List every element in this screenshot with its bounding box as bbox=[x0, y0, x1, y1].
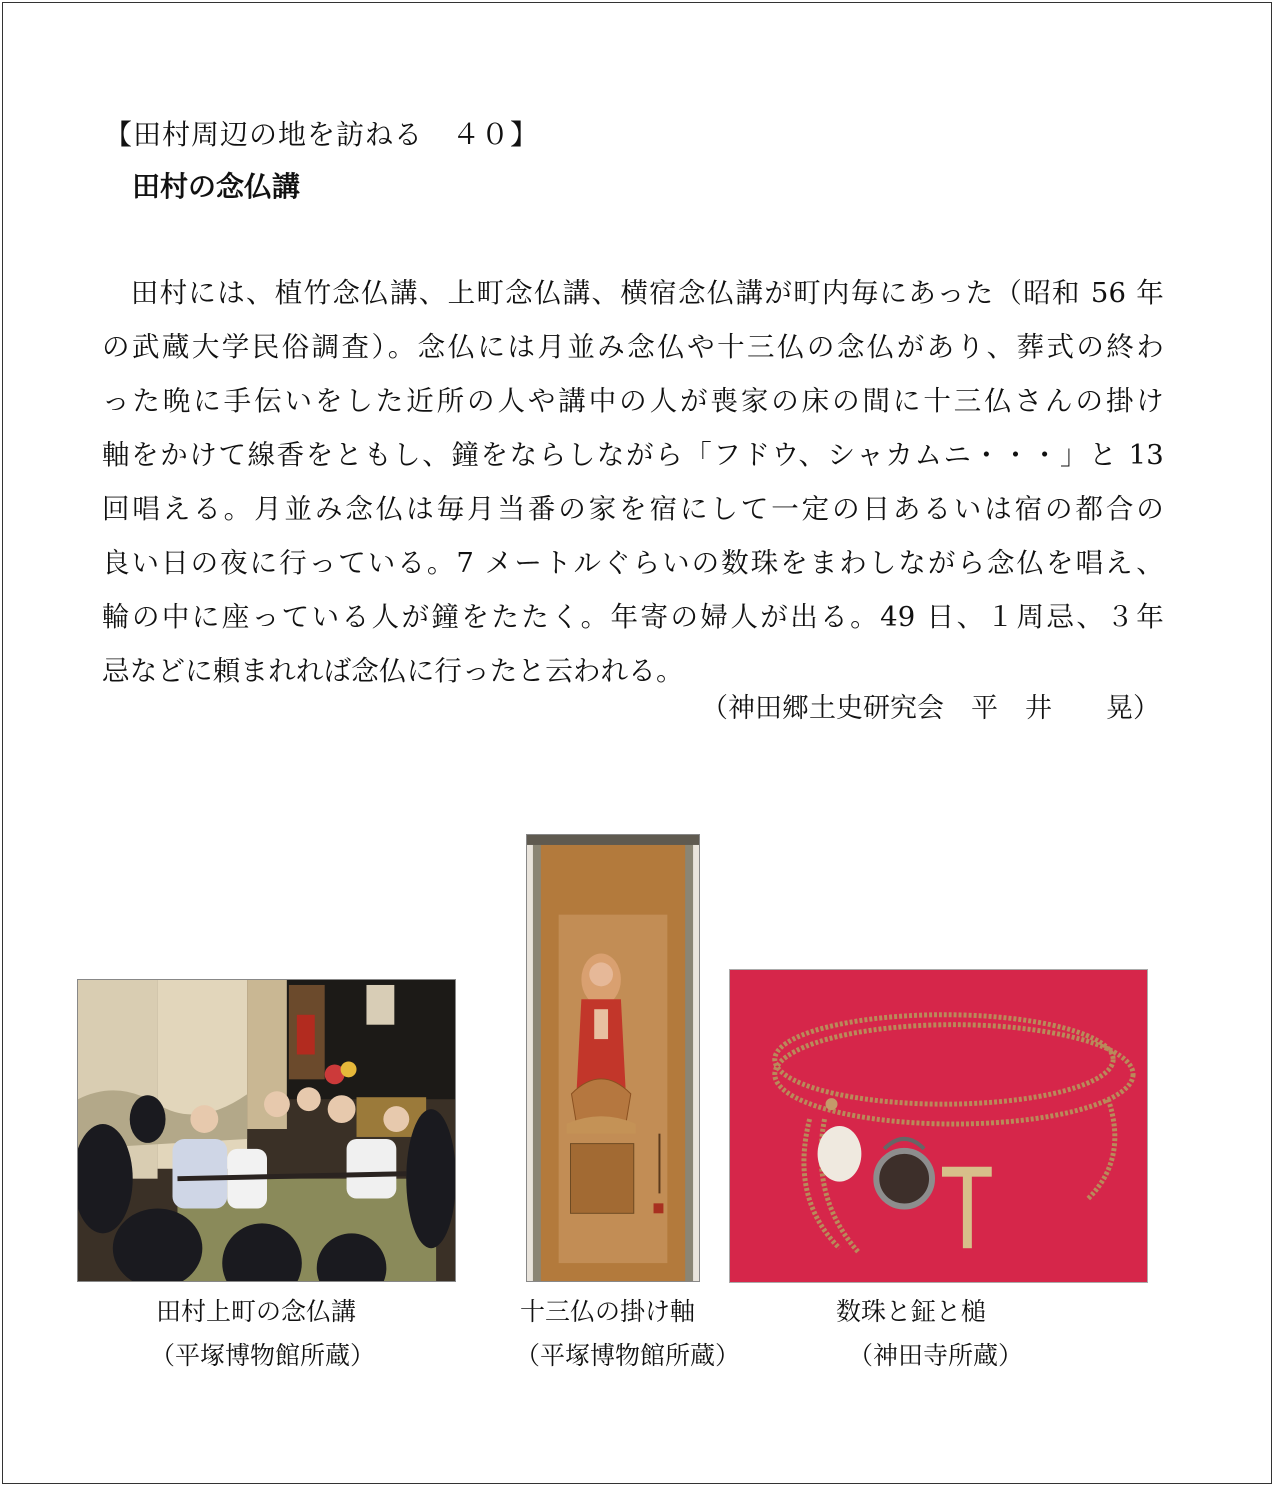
photo-credit: （平塚博物館所蔵） bbox=[150, 1341, 376, 1370]
rosary-gong-mallet-photo bbox=[729, 969, 1148, 1283]
body-line: 輪の中に座っている人が鐘をたたく。年寄の婦人が出る。49 日、１周忌、３年 bbox=[102, 601, 1164, 633]
body-line: った晩に手伝いをした近所の人や講中の人が喪家の床の間に十三仏さんの掛け bbox=[102, 385, 1164, 417]
photo-caption: 田村上町の念仏講 bbox=[156, 1297, 357, 1326]
series-heading: 【田村周辺の地を訪ねる ４０】 bbox=[104, 118, 540, 151]
nenbutsu-gathering-photo bbox=[77, 979, 456, 1282]
photo-caption: 数珠と鉦と槌 bbox=[836, 1297, 987, 1326]
body-line: 忌などに頼まれれば念仏に行ったと云われる。 bbox=[102, 655, 684, 687]
body-line: の武蔵大学民俗調査）。念仏には月並み念仏や十三仏の念仏があり、葬式の終わ bbox=[102, 331, 1164, 363]
photo-caption: 十三仏の掛け軸 bbox=[520, 1297, 696, 1326]
body-line: 軸をかけて線香をともし、鐘をならしながら「フドウ、シャカムニ・・・」と 13 bbox=[102, 439, 1164, 471]
body-line: 良い日の夜に行っている。7 メートルぐらいの数珠をまわしながら念仏を唱え、 bbox=[102, 547, 1164, 579]
article-title: 田村の念仏講 bbox=[132, 170, 301, 203]
hanging-scroll-photo bbox=[526, 834, 700, 1282]
author-credit: （神田郷土史研究会 平 井 晃） bbox=[701, 693, 1160, 724]
body-line: 回唱える。月並み念仏は毎月当番の家を宿にして一定の日あるいは宿の都合の bbox=[102, 493, 1164, 525]
article-body bbox=[102, 266, 1164, 698]
photo-credit: （神田寺所蔵） bbox=[848, 1341, 1024, 1370]
body-line: 田村には、植竹念仏講、上町念仏講、横宿念仏講が町内毎にあった（昭和 56 年 bbox=[102, 277, 1164, 309]
photo-credit: （平塚博物館所蔵） bbox=[515, 1341, 741, 1370]
